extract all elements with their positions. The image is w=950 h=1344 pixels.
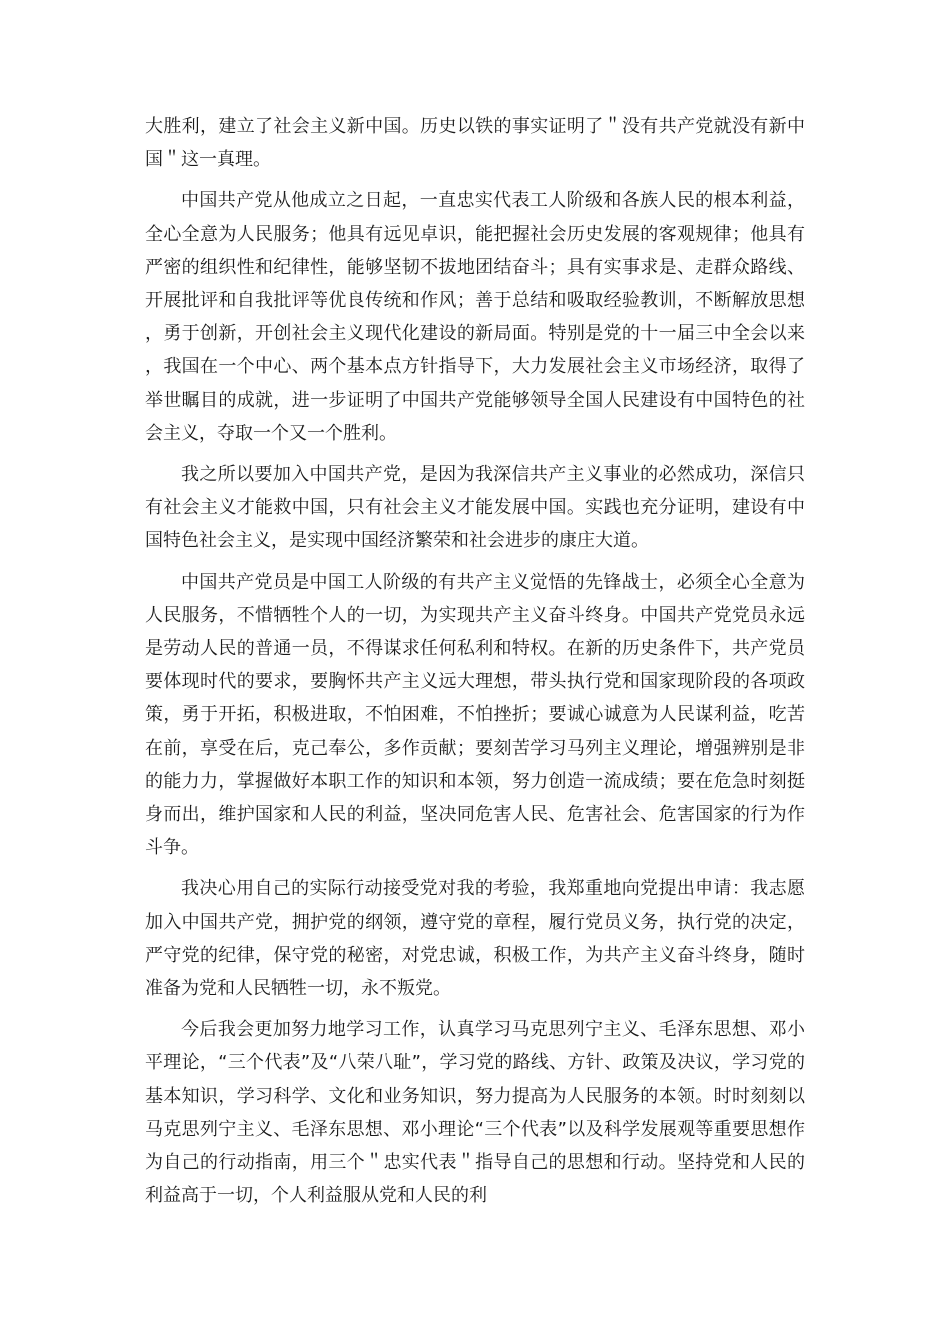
paragraph-3: 我之所以要加入中国共产党，是因为我深信共产主义事业的必然成功，深信只有社会主义才能救中国，只有社会主义才能发展中国。实践也充分证明，建设有中国特色社会主义，是实现中国经济繁荣和社会进步的康庄大道。: [145, 464, 805, 552]
paragraph-6: 今后我会更加努力地学习工作，认真学习马克思列宁主义、毛泽东思想、邓小平理论，“三个代表”及“八荣八耻”，学习党的路线、方针、政策及决议，学习党的基本知识，学习科学、文化和业务知识，努力提高为人民服务的本领。时时刻刻以马克思列宁主义、毛泽东思想、邓小理论“三个代表”以及科学发展观等重要思想作为自己的行动指南，用三个＂忠实代表＂指导自己的思想和行动。坚持党和人民的利益高于一切，个人利益服从党和人民的利: [145, 1019, 805, 1207]
paragraph-4: 中国共产党员是中国工人阶级的有共产主义觉悟的先锋战士，必须全心全意为人民服务，不惜牺牲个人的一切，为实现共产主义奋斗终身。中国共产党党员永远是劳动人民的普通一员，不得谋求任何私利和特权。在新的历史条件下，共产党员要体现时代的要求，要胸怀共产主义远大理想，带头执行党和国家现阶段的各项政策，勇于开拓，积极进取，不怕困难，不怕挫折；要诚心诚意为人民谋利益，吃苦在前，享受在后，克己奉公，多作贡献；要刻苦学习马列主义理论，增强辨别是非的能力力，掌握做好本职工作的知识和本领，努力创造一流成绩；要在危急时刻挺身而出，维护国家和人民的利益，坚决同危害人民、危害社会、危害国家的行为作斗争。: [145, 571, 805, 859]
paragraph-5: 我决心用自己的实际行动接受党对我的考验，我郑重地向党提出申请：我志愿加入中国共产党，拥护党的纲领，遵守党的章程，履行党员义务，执行党的决定，严守党的纪律，保守党的秘密，对党忠诚，积极工作，为共产主义奋斗终身，随时准备为党和人民牺牲一切，永不叛党。: [145, 878, 805, 1000]
paragraph-1: 大胜利，建立了社会主义新中国。历史以铁的事实证明了＂没有共产党就没有新中国＂这一真理。: [145, 116, 805, 171]
paragraph-2: 中国共产党从他成立之日起，一直忠实代表工人阶级和各族人民的根本利益，全心全意为人民服务；他具有远见卓识，能把握社会历史发展的客观规律；他具有严密的组织性和纪律性，能够坚韧不拔地团结奋斗；具有实事求是、走群众路线、开展批评和自我批评等优良传统和作风；善于总结和吸取经验教训，不断解放思想，勇于创新，开创社会主义现代化建设的新局面。特别是党的十一届三中全会以来，我国在一个中心、两个基本点方针指导下，大力发展社会主义市场经济，取得了举世瞩目的成就，进一步证明了中国共产党能够领导全国人民建设有中国特色的社会主义，夺取一个又一个胜利。: [145, 190, 805, 444]
document-body: [145, 110, 805, 1221]
